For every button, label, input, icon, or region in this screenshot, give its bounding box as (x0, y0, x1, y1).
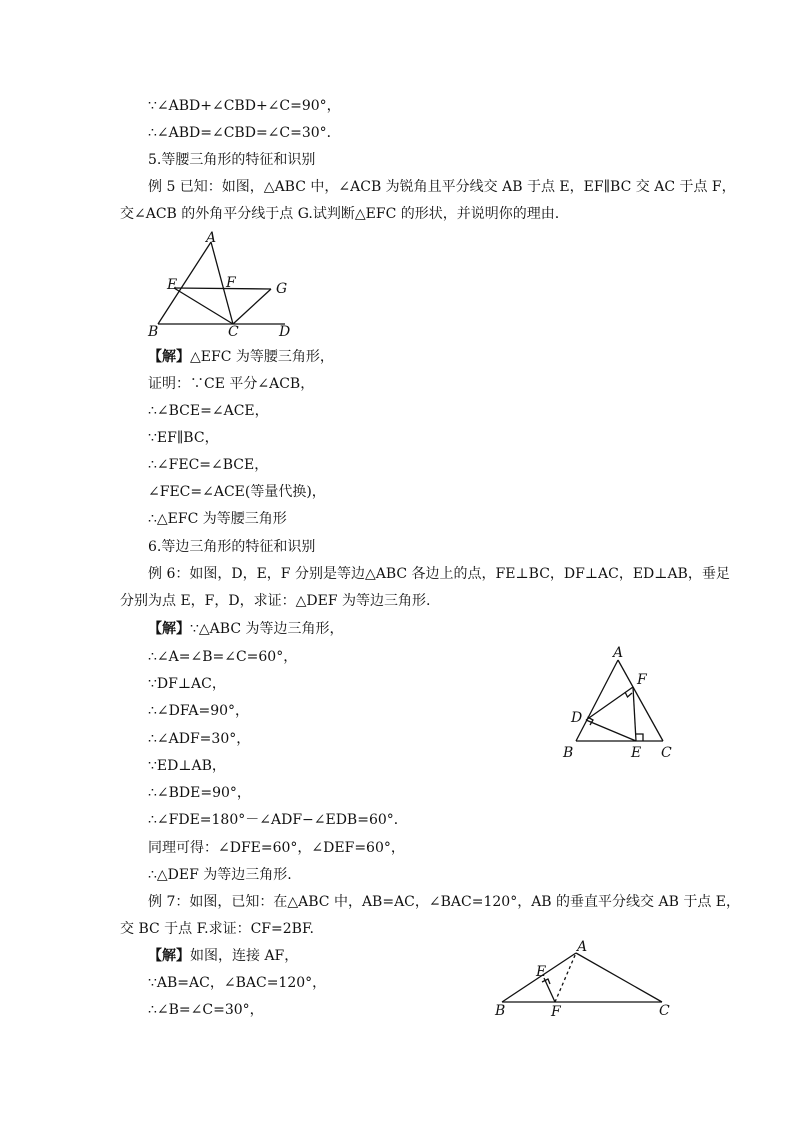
example-text: 分别为点 E，F，D，求证：△DEF 为等边三角形. (120, 593, 431, 609)
solution-line: ∴∠B=∠C=30°， (148, 1002, 264, 1018)
label-d: D (279, 324, 291, 340)
figure-isosceles-abc (490, 938, 680, 1023)
solution-line: ∴∠A=∠B=∠C=60°， (148, 649, 298, 665)
solution-line (148, 347, 334, 367)
label-a: A (613, 645, 624, 661)
label-d: D (571, 710, 583, 726)
label-c: C (228, 324, 239, 340)
solution-line: 同理可得：∠DFE=60°，∠DEF=60°， (148, 840, 405, 856)
label-e: E (536, 964, 547, 980)
solution-line: ∴∠DFA=90°， (148, 703, 250, 719)
text-line: ∴∠ABD=∠CBD=∠C=30°． (148, 125, 341, 141)
solution-text: 如图，连接 AF， (190, 948, 299, 964)
solution-tag: 【解】 (148, 948, 190, 964)
solution-line: ∴∠BDE=90°， (148, 785, 251, 801)
section-heading: 5.等腰三角形的特征和识别 (148, 152, 316, 168)
solution-line: ∴△DEF 为等边三角形. (148, 867, 292, 883)
solution-tag: 【解】 (148, 349, 190, 365)
label-c: C (661, 745, 672, 761)
section-heading: 6.等边三角形的特征和识别 (148, 539, 316, 555)
example-text: 例 7：如图，已知：在△ABC 中，AB=AC，∠BAC=120°，AB 的垂直平分线交 AB 于点 E， (148, 894, 741, 910)
solution-line (148, 619, 344, 639)
label-b: B (563, 745, 574, 761)
example-text: 例 5 已知：如图，△ABC 中，∠ACB 为锐角且平分线交 AB 于点 E，EF∥BC 交 AC 于点 F， (148, 179, 736, 195)
label-f: F (637, 672, 647, 688)
solution-line: ∴∠ADF=30°， (148, 731, 251, 747)
example-text: 交 BC 于点 F.求证：CF=2BF. (120, 921, 314, 937)
label-a: A (577, 939, 588, 955)
example-text: 例 6：如图，D，E，F 分别是等边△ABC 各边上的点，FE⊥BC，DF⊥AC，ED⊥AB，垂足 (148, 566, 730, 582)
label-b: B (148, 324, 159, 340)
example-text: 交∠ACB 的外角平分线于点 G.试判断△EFC 的形状，并说明你的理由. (120, 206, 560, 222)
label-f: F (226, 275, 236, 291)
text-line: ∵∠ABD+∠CBD+∠C=90°， (148, 98, 341, 114)
solution-tag: 【解】 (148, 621, 190, 637)
solution-line: ∠FEC=∠ACE(等量代换)， (148, 484, 326, 500)
solution-line: 证明：∵CE 平分∠ACB， (148, 376, 315, 392)
solution-line: ∴∠FEC=∠BCE， (148, 457, 269, 473)
solution-line: ∵ED⊥AB， (148, 758, 226, 774)
label-g: G (276, 281, 288, 297)
solution-line (148, 946, 298, 966)
label-e: E (631, 745, 642, 761)
label-c: C (659, 1003, 670, 1019)
label-e: E (167, 277, 178, 293)
label-b: B (495, 1003, 506, 1019)
solution-line: ∴∠FDE=180°－∠ADF−∠EDB=60°． (148, 812, 408, 828)
solution-line: ∵DF⊥AC， (148, 676, 226, 692)
label-f: F (551, 1004, 561, 1020)
solution-line: ∵AB=AC，∠BAC=120°， (148, 975, 327, 991)
solution-line: ∵EF∥BC， (148, 430, 219, 446)
solution-text: ∵△ABC 为等边三角形， (190, 621, 344, 637)
solution-text: △EFC 为等腰三角形， (190, 349, 334, 365)
solution-line: ∴△EFC 为等腰三角形 (148, 511, 287, 527)
figure-equilateral-def (555, 640, 685, 765)
label-a: A (206, 230, 217, 246)
figure-triangle-efc (140, 228, 310, 343)
solution-line: ∴∠BCE=∠ACE， (148, 403, 269, 419)
